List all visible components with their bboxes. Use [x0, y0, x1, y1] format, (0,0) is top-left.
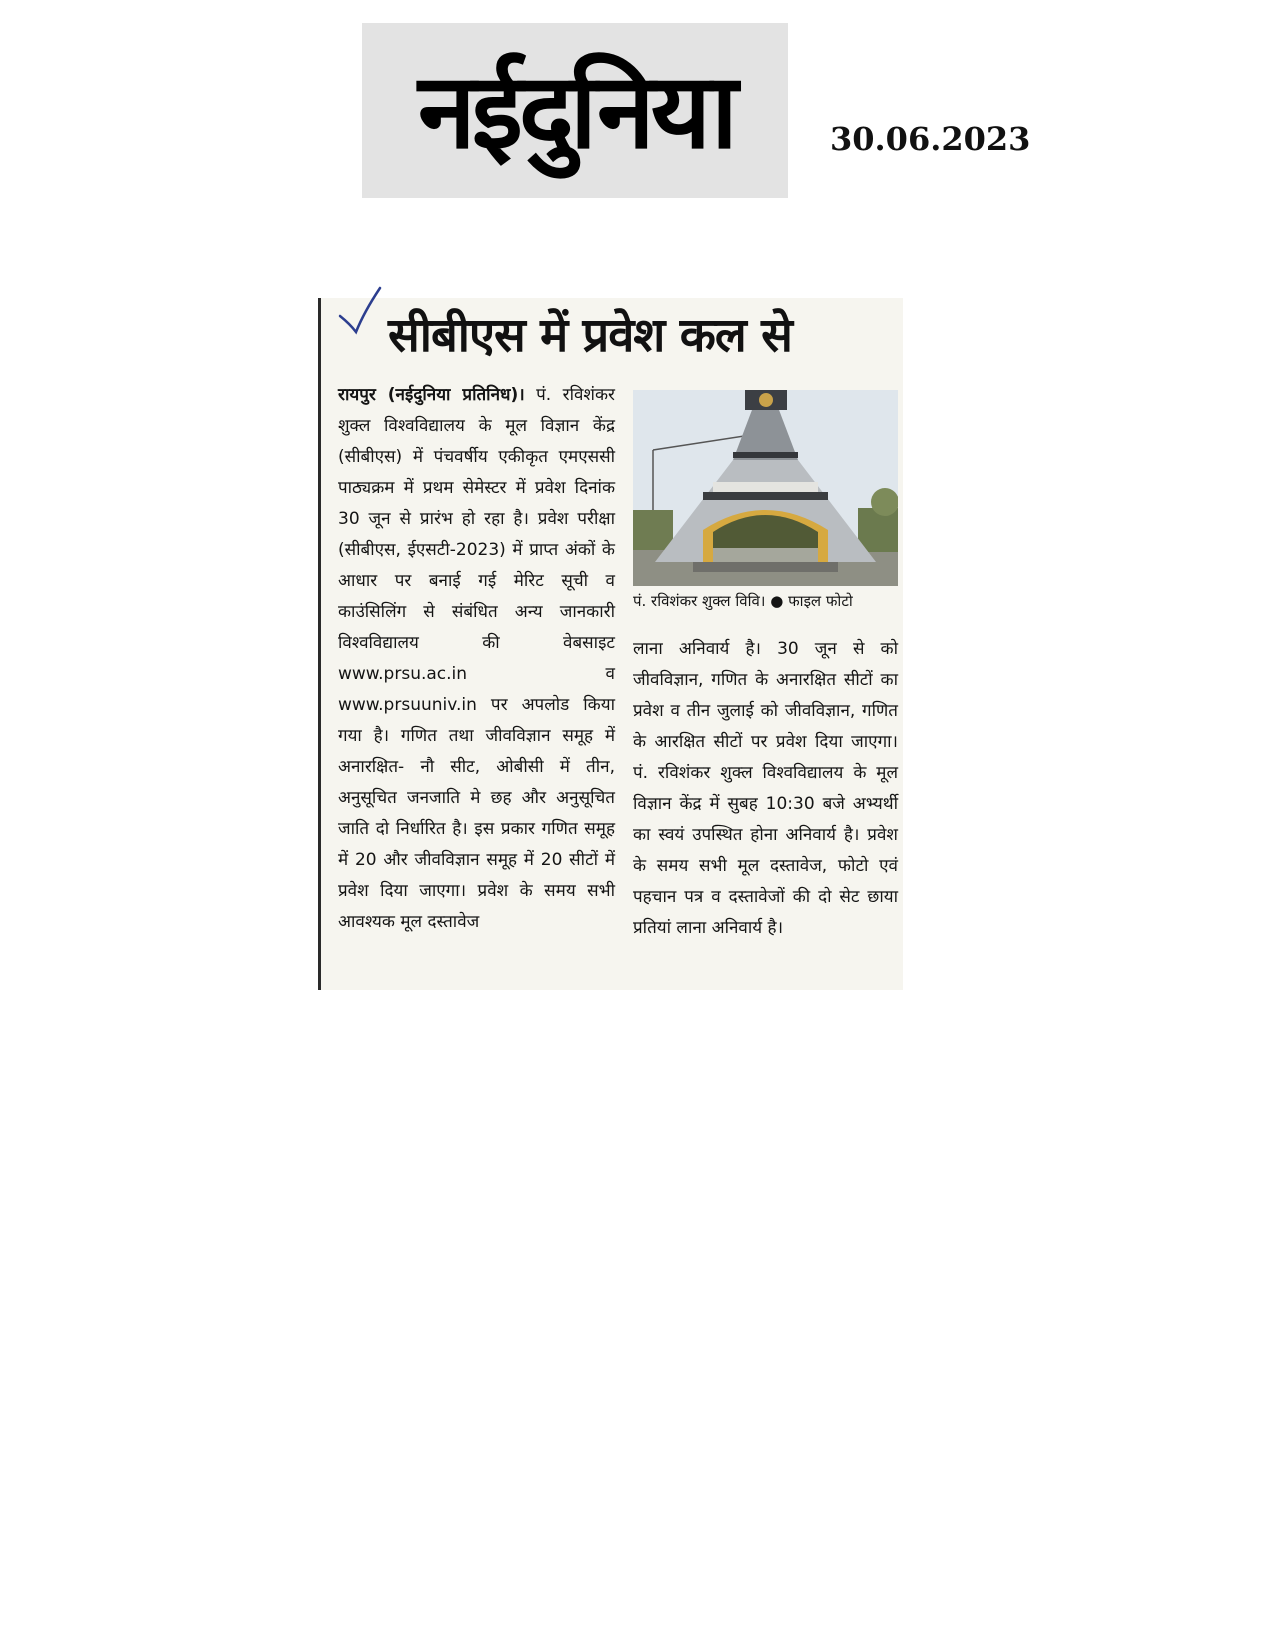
article-headline: सीबीएस में प्रवेश कल से [388, 308, 792, 363]
article-dateline: रायपुर (नईदुनिया प्रतिनिध)। [338, 385, 525, 405]
checkmark-icon [336, 284, 384, 342]
university-gate-photo [633, 390, 898, 586]
gate-photo-illustration [633, 390, 898, 586]
photo-caption: पं. रविशंकर शुक्ल विवि। ● फाइल फोटो [633, 592, 853, 610]
newspaper-logo: नईदुनिया [418, 50, 734, 172]
column-rule [318, 298, 321, 990]
newspaper-masthead [362, 23, 788, 198]
article-body-right: लाना अनिवार्य है। 30 जून से को जीवविज्ञान, गणित के अनारक्षित सीटों का प्रवेश व तीन जुलाई को जीवविज्ञान, गणित के आरक्षित सीटों पर प्रवेश दिया जाएगा। पं. रविशंकर शुक्ल विश्वविद्यालय के मूल विज्ञान केंद्र में सुबह 10:30 बजे अभ्यर्थी का स्वयं उपस्थित होना अनिवार्य है। प्रवेश के समय सभी मूल दस्तावेज, फोटो एवं पहचान पत्र व दस्तावेजों की दो सेट छाया प्रतियां लाना अनिवार्य है। [633, 639, 898, 938]
publication-date: 30.06.2023 [830, 120, 1031, 158]
article-body-left-text: पं. रविशंकर शुक्ल विश्वविद्यालय के मूल विज्ञान केंद्र (सीबीएस) में पंचवर्षीय एकीकृत एमएससी पाठ्यक्रम में प्रथम सेमेस्टर में प्रवेश दिनांक 30 जून से प्रारंभ हो रहा है। प्रवेश परीक्षा (सीबीएस, ईएसटी-2023) में प्राप्त अंकों के आधार पर बनाई गई मेरिट सूची व काउंसिलिंग से संबंधित अन्य जानकारी विश्वविद्यालय की वेबसाइट www.prsu.ac.in व www.prsuuniv.in पर अपलोड किया गया है। गणित तथा जीवविज्ञान समूह में अनारक्षित- नौ सीट, ओबीसी में तीन, अनुसूचित जनजाति मे छह और अनुसूचित जाति दो निर्धारित है। इस प्रकार गणित समूह में 20 और जीवविज्ञान समूह में 20 सीटों में प्रवेश दिया जाएगा। प्रवेश के समय सभी आवश्यक मूल दस्तावेज [338, 385, 615, 932]
news-clipping [318, 298, 903, 990]
article-body-left [338, 380, 615, 938]
